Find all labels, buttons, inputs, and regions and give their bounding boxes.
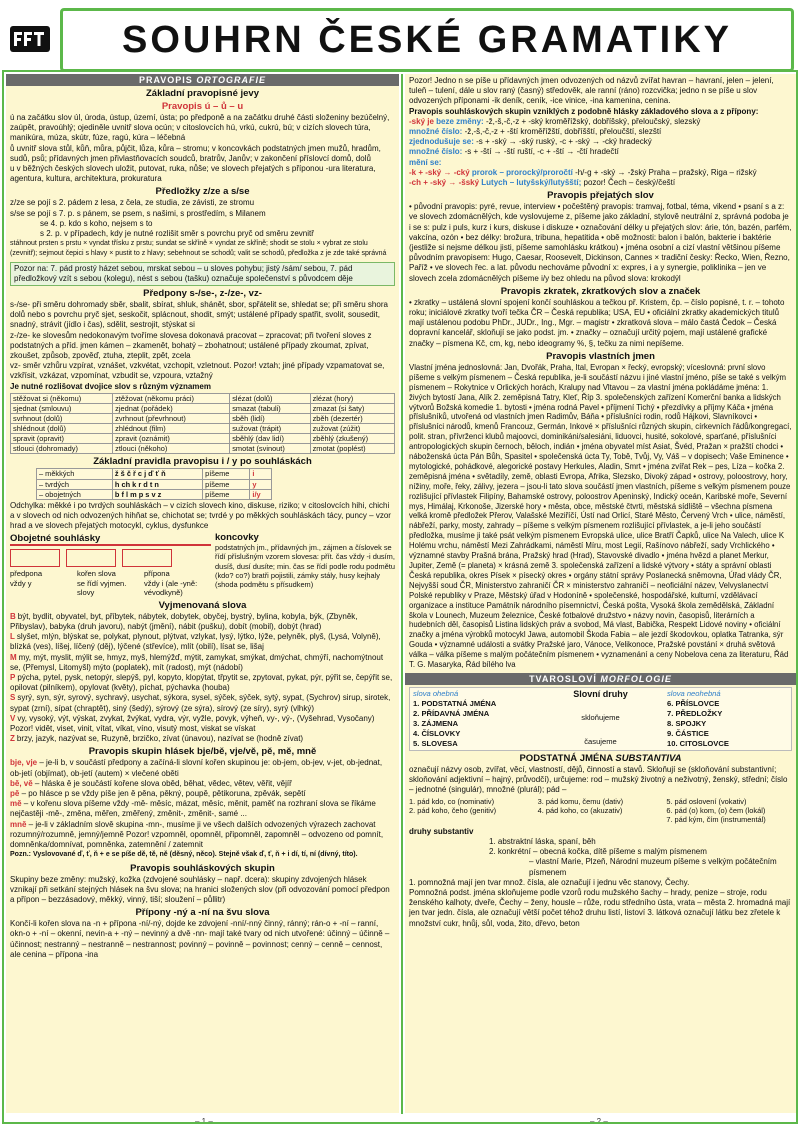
pozor-text: Pozor! Jedno n se píše u přídavných jmen odvozených od názvů zvířat havran – havraní, jelen – jelení, tuleň – tulení, dále u slov raný (časný) středověk, ale ranní (ráno) rozcvička; jedno n se píše u slov odvozených příponami -ik deník, ceník, -ice vinice, -ina kamenina, cenina. — [409, 76, 774, 106]
vyjmenovana-item — [10, 632, 395, 652]
pairs-cell: sběhlý (dav lidí) — [230, 434, 310, 444]
pairs-cell: zpravit (oznámit) — [113, 434, 230, 444]
vyjmenovana-item — [10, 693, 395, 713]
sk-cell: Lutych – lutyšský/lutyšští; — [481, 178, 584, 188]
slovni-druh-item: 1. PODSTATNÁ JMÉNA — [413, 698, 497, 708]
vyjmenovana-title: Vyjmenovaná slova — [158, 599, 247, 611]
pomnozna-text: Pomnožná podst. jména skloňujeme podle vzorů rodu mužského šachy – hrady, penize – stroje, rodu ženského kalhoty, dveře, Čechy – ženy, housle – růže, rodu středního ústa, vrata – města 2. hromadná mají jen tvar jedn. čísla, ale označují větší počet téhož druhu listí, listoví 3. látková označují látku bez zřetele k množství cukr, hnůj, sůl, voda, žito, dřevo, beton — [409, 888, 791, 928]
label-vzdy-i: vždy i (ale -yně: vévodkyně) — [144, 578, 198, 598]
vyjmenovana-words: syrý, syn, sýr, syrový, sychravý, usychat, sýkora, sysel, sýček, sýček, sytý, sypat, (Sychrov) sirup, sirotek, sypat (zrní), sípat (chraptět), siný (šedý), sýrový (ze sýra), sírový (ze síry), syrý (vlhký) — [10, 693, 391, 713]
iy-cell: h ch k r d t n — [112, 479, 202, 489]
neohebna-label: slova neohebná — [667, 688, 721, 698]
sk-cell: Praha – pražský, Riga – rižský — [648, 167, 757, 177]
sk-cell: hradečtí — [589, 147, 619, 157]
obojetne-boxes — [10, 549, 211, 567]
predlozky-line-3: se 4. p. kdo s koho, nejsem s to — [40, 218, 153, 228]
prejata-title: Pravopis přejatých slov — [547, 190, 654, 202]
pad-item — [409, 815, 535, 824]
pairs-cell: sužovat (trápit) — [230, 424, 310, 434]
sk-cell: -ž,-š,-č,-z + -ský — [485, 116, 546, 126]
sk-row — [409, 127, 792, 137]
zkratky-text: • zkratky – ustálená slovní spojení končí souhláskou a tečkou př. Kristem, čp. – číslo popisné, t. r. – tohoto roku; iniciálové zkratky tvoří tečka ČR – Česká republika; USA, EU • oficiální zkratky akademických titulů mají ustálenou podobu PhDr., JUDr., Ing., Mgr. – magistr • zkratková slova – málo častá Čedok – Česká dopravní kancelář, skloňují se jako podst. jm. • značky – označují určitý pojem, mají ustálené grafické značky – písmena Kč, cm, kg, nebo ideogramy %, §, tečku za nimi nepíšeme. — [409, 297, 785, 348]
label-predpona: předpona — [10, 569, 43, 579]
iy-note: Odchylka: měkké i po tvrdých souhláskách – v cizích slovech kino, diskuse, rizikо; v citoslovcích hihi, chichi a v slovech od nich odvozených hihňat se, chichotat se; tvrdé y po měkkých souhláskách tácy, puncy – vzor hrad a ve slovech přejatých motocykl, cyklus, dysfunkce — [10, 500, 391, 531]
obojetne-block — [10, 533, 395, 598]
title-box — [60, 8, 794, 72]
sk-cell: -s + -ští → -ští — [464, 147, 518, 157]
pairs-row — [11, 434, 395, 444]
band-label: PRAVOPIS — [138, 75, 193, 85]
slovni-druh-item: 4. ČÍSLOVKY — [413, 728, 461, 738]
band2-label: TVAROSLOVÍ — [529, 673, 597, 684]
sk-cell: -s + -ský → -ský — [476, 137, 536, 147]
pairs-cell: smotat (svinout) — [230, 444, 310, 454]
sk-cell: beze změny: — [436, 116, 486, 126]
slovni-druhy-title: Slovní druhy — [573, 688, 628, 699]
iy-cell: – měkkých — [37, 469, 113, 479]
iy-cell: y — [250, 479, 271, 489]
vyjmenovana-letter: V — [10, 713, 16, 723]
koncovky-text: podstatných jm., přídavných jm., zájmen a číslovek se řídí příslušným vzorem slovesa: přít. čas vždy -i dusím, dusíš, dusí dusíte; min. čas se řídí podle rodu podmětu (kdo? co?) bratři pojistili, zámky stály, husy kejhaly (shoda podmětu s přísudkem) — [215, 542, 395, 590]
pj-title-text: PODSTATNÁ JMÉNA — [519, 752, 613, 764]
pairs-cell: ztlouci (někoho) — [113, 444, 230, 454]
slovni-druhy-box — [409, 687, 792, 751]
vyjmenovana-words: vy, vysoký, výt, výskat, zvykat, žvýkat, vydra, výr, vyžle, povyk, výheň, vy-, vý-, (Vyšehrad, Vysočany) Pozor! vidět, viset, vinit, vítat, víkat, víno, visutý most, viskat se vískat — [10, 713, 375, 734]
skupiny-title: Pravopis skupin hlásek bje/bě, vje/vě, pě, mě, mně — [88, 746, 317, 758]
sk-rows — [405, 117, 796, 188]
sk-cell: hradecký — [619, 137, 652, 147]
sklonujeme-label: skloňujeme — [581, 712, 620, 722]
druhy-subst-block — [409, 827, 792, 929]
pairs-row — [11, 414, 395, 424]
box-koren — [66, 549, 116, 567]
skupina-key: bje, vje — [10, 758, 40, 768]
box-pripona — [122, 549, 172, 567]
vyjmenovana-letter: B — [10, 611, 16, 621]
druhy-right — [664, 688, 791, 750]
slovni-druh-item: 2. PŘÍDAVNÁ JMÉNA — [413, 708, 490, 718]
band-pravopis — [6, 74, 399, 86]
vyjmenovana-words: pýcha, pytel, pysk, netopýr, slepýš, pyl, kopyto, klopýtat, třpytit se, zpytovat, pykat, pýr, pýřit se, čepýřit se, opilovat (pilníkem), opylovat (květy), píchat, pýchavka (houba) — [10, 673, 393, 693]
zdvojene-title: Pravopis souhláskových skupin — [130, 862, 275, 874]
pairs-row — [11, 393, 395, 403]
label-koren: kořen slova — [77, 569, 116, 579]
page-number-left: – 1 – — [195, 1117, 213, 1126]
u-title: Pravopis ú – ů – u — [161, 101, 244, 112]
obojetne-left — [10, 533, 211, 598]
sk-cell: prorok – prorocký/proročtí — [471, 167, 576, 177]
pomnozna: 1. pomnožná mají jen tvar množ. čísla, ale označují i jednu věc stanovy, Čechy. — [409, 877, 690, 887]
skupina-item — [10, 789, 395, 799]
pad-item — [538, 815, 664, 824]
obojetne-title: Obojetné souhlásky — [10, 533, 211, 546]
skupina-item — [10, 758, 395, 778]
u-line-3: u v běžných českých slovech uložit, putovat, ruka, nůše; ve slovech přejatých s příponou -ura literatura, agentura, kultura, architektura, prokuratura — [10, 164, 376, 184]
header — [0, 0, 800, 70]
label-ridi: se řídí vyjmen. slovy — [77, 578, 127, 598]
pairs-row — [11, 424, 395, 434]
slovni-druh-item: 5. SLOVESA — [413, 738, 458, 748]
pad-item: 4. pád koho, co (akuzativ) — [537, 805, 623, 815]
vyjmenovana-letter: M — [10, 652, 17, 662]
sk-cell: mění se: — [409, 157, 442, 167]
skupina-key: mě — [10, 799, 24, 809]
pairs-cell: zvrhnout (převrhnout) — [113, 414, 230, 424]
skupina-item — [10, 820, 395, 851]
pairs-cell: svrhnout (dolů) — [11, 414, 113, 424]
sk-cell: ruský, — [535, 137, 560, 147]
druhy-center — [537, 688, 664, 750]
pad-item: 7. pád kým, čím (instrumentál) — [666, 815, 766, 825]
sk-row — [409, 147, 792, 157]
predlozky-line-5: stáhnout prsten s prstu × vyndat třísku z prstu; sundat se skříně × vyndat ze skříně; shodit se stolu × vybrat ze stolu (zevnitř); sejmout čepici s hlavy × pustit to z hlavy; sebehnout se schodů; valit se schodů, předložka z je zde také správná — [10, 240, 387, 258]
vyjmenovana-item — [10, 714, 395, 734]
zkratky-title: Pravopis zkratek, zkratkových slov a značek — [500, 285, 701, 297]
pripony-title: Přípony -ný a -ní na švu slova — [135, 907, 270, 919]
section-title: Základní pravopisné jevy — [146, 88, 259, 99]
sk-row — [409, 178, 792, 188]
skupina-key: pě — [10, 789, 22, 799]
vlastni-title: Pravopis vlastních jmen — [546, 350, 655, 362]
page-title: SOUHRN ČESKÉ GRAMATIKY — [122, 18, 732, 61]
pad-item: 3. pád komu, čemu (dativ) — [537, 796, 624, 806]
pairs-cell: stěžovat si (někomu) — [11, 393, 113, 403]
iy-cell: b f l m p s v z — [112, 489, 202, 499]
sk-cell: -c + -ský → -cký — [559, 137, 620, 147]
skupina-key: bě, vě — [10, 778, 35, 788]
pozn: Pozn.: Vyslovované ď, ť, ň + e se píše dě, tě, ně (děsný, něco). Stejně však ď, ť, ň + i dí, tí, ní (dívný, títo). — [10, 851, 358, 859]
pj-title — [405, 753, 796, 764]
left-column — [6, 74, 399, 1113]
sk-cell: -ch + -ský → -šský — [409, 178, 482, 188]
pozor-box: Pozor na: 7. pád prostý házet sebou, mrskat sebou – u sloves pohybu; jistý /sám/ sebou, 7. pád předložkový vzít s sebou (kolegu), nést s sebou (tašku) označuje společenství s původcem děje — [10, 262, 395, 286]
label-pripona: přípona — [144, 569, 170, 579]
pairs-cell: zjednat (pořádek) — [113, 403, 230, 413]
band2-label-italic: MORFOLOGIE — [600, 673, 672, 684]
vlastni-text: Vlastní jména jednoslovná: Jan, Dvořák, Praha, Ital, Evropan × řecký, evropský; víceslovná: první slovo píšeme s velkým písmenem – Česká republika, je-li součástí názvu i jiné vlastní jméno, píše se také s velkým písmenem – Rokytnice v Orlických horách, Kralupy nad Vltavou – za vlastní jména pokládáme jména: 1. živých bytostí Jana, Alík 2. zeměpisná Tatry, Kleť, Říp 3. společenských zařízení Komerční banka a lidských výtvorů Božská komedie 1. bytosti • jména rodná Pavel • příjmení Tichý • přezdívky a příjmy Káča • jména příslušníků, utvořená od vlastních jmen Radimův, Báňa • příslušníci rodin, rodů Hájkovi, Slavníkovci • příslušníci národů, kmenů Francouz, Germán, Inkové × příslušníci různých skupin, církevních řádů/kongregací, polit. stran, přívrženci klubů majoovci, dominikáni/salesiáni, liduovci, husité, sokolové, sparťané, příslušníci antropologických skupin černoch, běloch, indián • jména obyvatel míst Asiat, Švéd, Pražan × pražští chodci • náboženská úcta Pán Bůh, Spasitel • společenská úcta Ty, Tobě, Tvůj, Vy, Váš – v dopisech; Vaše Eminence • mytologické, pohádkové, alegorické postavy Herkules, Aladin, Smrt • jména zvířat Rek – pes, Líza – kočka 2. zeměpisná jména • světadíly, země, oblasti Evropa, Afrika, Slezsko, Divoký západ • ostrovy, poloostrovy, hory, nížiny, moře, řeky, zálivy, jezera – jsou-li tato slova součástí jmen vlastních, píšeme s velkým písmenem pouze rozlišující přívlastek Filipíny, Bahamské ostrovy, poloostrov Apeninský, Indický oceán, Karibské moře, Severní mys, Himálaj, Krkonoše, Jizerské hory • města, obce, městské čtvrti, městská sídliště – všechna písmena velká kromě předložek Přerov, Valašské Meziříčí, Ústí nad Orlicí, Staré Město, Červený Vrch • ulice, náměstí, nábřeží, parky, mosty, zahrady – píšeme s velkým písmenem rozlišující přívlastek, a je-li jeho součástí předložka, musíme ji také psát velkým písmenem Evropská ulice, ulice Bratří Čapků, ulice Na Valech, ulice K Holému vrchu, náměstí Mezi Zahrádkami, náměstí Míru, most Legií, Rašínovo nábřeží, sady Vrchlického • významné stavby Prašná brána, Pražský hrad (Hrad), Stavovské divadlo • jména hvězd a planet Merkur, Jupiter, Země (= planeta) × krásná země 3. společenská zařízení a lidské výtvory • státy a správní oblasti Česká republika, okres Písek × písecký okres • orgány státní správy Poslanecká sněmovna, Úřad vlády ČR, Nejvyšší soud ČR, Ministerstvo zahraničí ČR × ministerstvo zahraničí – neoficiální název, Velvyslanectví Polské republiky v Praze, Městský úřad v Hodoníně • společenské, hospodářské, kulturní, vzdělávací organizace a instituce Památník národního písemnictví, Česká pošta, Vysoká škola zemědělská, Základní škola v Lounech, Muzeum železnice, České fotbalové družstvo • názvy novin, časopisů, literárních a hudebních děl, časopisů Listina lidských práv a svobod, Má vlast, Babička, Respekt Lidové noviny • oficiální značky a jména výrobků motocykl Jawa, automobil Škoda Fabia – ale jezdí škodovkou, oplatka Tatranka, sýr Gouda • významné události a svátky Pražské jaro, Vánoce, Velikonoce, Pražské povstání × druhá světová válka – válka píšeme s malým počátečním písmenem • vyznamenání a ceny Nobelova cena za literaturu, Řád T. G. Masaryka, Řád bílého lva — [409, 362, 792, 670]
pad-item: 1. pád kdo, co (nominativ) — [409, 796, 495, 806]
u-line-1: ú na začátku slov úl, úroda, ústup, území, ústa; po předponě a na začátku druhé části složeniny bezúčelný, zaúpět, pravoúhlý; ojediněle uvnitř slova ocún; v citoslovcích hú, vrkú, cukrú, bú; v cizích slovech túra, manikúra, múza, skútr, fúze, ragú, kúra – léčebná — [10, 113, 390, 143]
slovni-druh-item: 7. PŘEDLOŽKY — [667, 708, 723, 718]
iy-cell: – tvrdých — [37, 479, 113, 489]
pairs-cell: slézat (dolů) — [230, 393, 310, 403]
iy-cell: ž š č ř c j ď ť ň — [112, 469, 202, 479]
pairs-cell: spravit (opravit) — [11, 434, 113, 444]
iy-row — [37, 469, 272, 479]
slovni-druh-item: 3. ZÁJMENA — [413, 718, 459, 728]
pad-item: 6. pád (o) kom, (o) čem (lokál) — [666, 805, 766, 815]
pairs-cell: zběh (dezertér) — [310, 414, 394, 424]
pairs-row — [11, 444, 395, 454]
pairs-row — [11, 403, 395, 413]
vyjmenovana-letter: S — [10, 693, 16, 703]
iy-title: Základní pravidla pravopisu i / y po souhláskách — [93, 456, 312, 468]
druhy-right-list — [667, 699, 788, 749]
predlozky-line-4: s 2. p. v případech, kdy je nutné rozlišit směr s povrchu pryč od směru zevnitř — [40, 229, 314, 239]
vyjmenovana-letter: Z — [10, 734, 15, 744]
sk-cell: množné číslo: — [409, 147, 465, 157]
pairs-cell: zužovat (zúžit) — [310, 424, 394, 434]
konkretni: 2. konkrétní – obecná kočka, dítě píšeme s malým písmenem — [489, 847, 707, 857]
predlozky-line-1: z/ze se pojí s 2. pádem z lesa, z čela, ze studia, ze závisti, ze stromu — [10, 198, 255, 208]
label-vzdy-y: vždy y — [10, 578, 32, 588]
vyjmenovana-item — [10, 673, 395, 693]
pj-text: označují názvy osob, zvířat, věcí, vlastností, dějů, činností a stavů. Skloňují se (skloňování substantivní; skloňování adjektivní – hajný, průvodčí), určujeme: rod – mužský životný a neživotný, ženský, střední; číslo – jednotné (singulár), množné (plurál); pád – — [409, 764, 788, 795]
sk-cell: -h/-g + -ský → -žský — [575, 167, 649, 177]
pairs-cell: smazat (tabuli) — [230, 403, 310, 413]
vyjmenovana-item — [10, 653, 395, 673]
druhy-left-list — [413, 699, 534, 749]
sk-cell: -k + -ský → -cký — [409, 167, 472, 177]
predpony-line-4: Je nutné rozlišovat dvojice slov s různým významem — [10, 381, 211, 391]
page-number-right: – 2 – — [590, 1117, 608, 1126]
iy-cell: píšeme — [203, 479, 250, 489]
pairs-cell: stlouci (dohromady) — [11, 444, 113, 454]
pairs-cell: ztěžovat (někomu práci) — [113, 393, 230, 403]
sk-row — [409, 137, 792, 147]
band-tvaroslovi — [405, 673, 796, 685]
sk-cell: množné číslo: — [409, 127, 465, 137]
vyjmenovana-words: brzy, jazyk, nazývat se, Ruzyně, brzičko, zívat (únavou), nazívat se (hodně zívat) — [16, 734, 304, 744]
box-predpona — [10, 549, 60, 567]
skupina-text: – po hlásce p se vždy píše jen ě pěna, pěkný, poupě, pětikoruna, zpěvák, sepětí — [21, 789, 306, 799]
vyjmenovana-item — [10, 734, 395, 744]
sk-cell: -ský je — [409, 116, 437, 126]
koncovky-block — [215, 533, 395, 598]
pairs-cell: sjednat (smlouvu) — [11, 403, 113, 413]
pj-title-italic: SUBSTANTIVA — [615, 752, 682, 764]
skupina-text: – hláska ě je součástí kořene slova oběd, běhat, vědec, větev, věřit, vějíř — [34, 778, 292, 788]
obojetne-labels — [10, 569, 211, 598]
pad-item: 5. pád oslovení (vokativ) — [666, 796, 747, 806]
pripony-text: Končí-li kořen slova na -n + přípona -ní/-ný, dojde ke zdvojení -nní/-nný činný, ránný; rán-o + -ní – ranní, okn-o + -ní – okenní, nevin-a + -ný – nevinný a dvě -nn- mají také tvary od nich utvořené: účinný – účinně – účinnost; nestranný – nestranně – nestrannost; povinný – povinně – povinnost; cenný – cenně – cennost, ale cenina – přípona -ina — [10, 919, 390, 959]
sk-title: Pravopis souhláskových skupin vzniklých z podobně hlásky základového slova a z přípony: — [409, 106, 759, 116]
pairs-cell: zběhlý (zkušený) — [310, 434, 394, 444]
right-column — [405, 74, 796, 1113]
predlozky-title: Předložky z/ze a s/se — [155, 186, 250, 198]
skupina-text: – v kořenu slova píšeme vždy -mě- měsíc, mázat, měsíc, měnit, paměť na rozhraní slova se říkáme nejčastěji -mě-, změna, měřen, změřený, změnit-, změnit-, samé ... — [10, 799, 376, 819]
slovni-druh-item: 8. SPOJKY — [667, 718, 707, 728]
skupina-text: – je-li b, v součástí předpony a začíná-li slovní kořen skupinou je: ob-jem, ob-jev, v-jet, ob-jednat, ob-jetí (objímat), ob-jetí (autem) × vlečené oběti — [10, 758, 383, 778]
iy-row — [37, 479, 272, 489]
vyjmenovana-list — [6, 612, 399, 745]
band-label-italic: ORTOGRAFIE — [196, 75, 267, 85]
sk-row — [409, 168, 792, 178]
druhy-subst-label: druhy substantiv — [409, 826, 474, 836]
predpony-line-1: s-/se- při směru dohromady sběr, sbalit, sbírat, shluk, shánět, sbor, spřátelit se, shledat se; při směru shora dolů nebo s povrchu pryč sjet, seskočit, splácnout, shodit, smýt; ustálené případy spatřit, svolit, sousedit, snadný, strávit (jídlo i čas), sdělit, sestrojit, stýskat si — [10, 300, 388, 330]
casujeme-label: časujeme — [584, 736, 617, 746]
pairs-cell: shlédnout (dolů) — [11, 424, 113, 434]
vlastni-jm: – vlastní Marie, Plzeň, Národní muzeum píšeme s velkým počátečním písmenem — [529, 857, 777, 877]
iy-cell: píšeme — [203, 489, 250, 499]
vyjmenovana-item — [10, 612, 395, 632]
pairs-cell: sběh (lidí) — [230, 414, 310, 424]
iy-cell: i — [250, 469, 271, 479]
predpony-line-3: vz- směr vzhůru vzpírat, vznášet, vzkvétat, vzchopit, vzletnout. Pozor! vztah; jiné případy vzpamatovat se, vzkřísit, vzkázat, vzpomínat, vzbudit se, vzpoura, vztažný — [10, 361, 385, 381]
skupiny-list — [6, 758, 399, 850]
skupina-key: mně — [10, 819, 29, 829]
druhy-left — [410, 688, 537, 750]
pairs-cell: zmotat (poplést) — [310, 444, 394, 454]
iy-cell: píšeme — [203, 469, 250, 479]
slovni-druh-item: 6. PŘÍSLOVCE — [667, 698, 720, 708]
pairs-table — [10, 393, 395, 455]
ohebna-label: slova ohebná — [413, 688, 459, 698]
slovni-druh-item: 10. CITOSLOVCE — [667, 738, 729, 748]
skupina-item — [10, 779, 395, 789]
skupina-item — [10, 799, 395, 819]
skupina-text: – je-li v základním slově skupina -mn-, musíme ji ve všech dalších odvozených výrazech zachovat rozumný/rozumně, jemný/jemně Pozor! vzpomněl, opomněl, připomněl, zapomněl – odvozeno od pomnít, domněnka/domnívat, pomněnka, zatemnění / zatemnit — [10, 819, 384, 850]
sk-cell: -ž,-š,-č,-z + -ští — [464, 127, 521, 137]
vyjmenovana-letter: P — [10, 673, 16, 683]
iy-cell: i/y — [250, 489, 271, 499]
vyjmenovana-words: být, bydlit, obyvatel, byt, příbytek, nábytek, dobytek, obyčej, bystrý, bylina, kobyla, býk, (Zbyněk, Přibyslav), babyka (druh javoru), nabýt (jmění), nábit (pušku), dobít (mobil), dobýt (hrad) — [10, 611, 358, 632]
prejata-text: • původní pravopis: pyré, revue, interview • počeštěný pravopis: tramvaj, fotbal, téma, vikend • psaní s a z: ve slovech zdomácnělých, kde vyslovujeme z, píšeme jako základní, stylově neutrální z, správná podoba je i se s: pulz i puls, kurz i kurs, diskuse i diskuze • označování délky u přejatých slov: árie, tón, bazén, parfém, vakcína, ozón • bez délky: brožura, tribuna, hepatitida • obě možnosti: balon i balón, bakterie i baktérie (jestliže si nejsme délkou jisti, píšeme samohlásku krátkou) • jména osobní a cizí vlastní většinou píšeme původním pravopisem: Hugo, Caesar, Roosevelt, Dickinson, Cannes × tradiční česky: Řecko, Wien, Řezno, Paříž • ve slovech řec. a lat. původu nechováme původní x: expres, i a y synergie, poliklinika – jen ve slovech zcela zdomácnělých píšeme i/y bez ohledu na původ slova: krokodýl — [409, 202, 792, 283]
sk-row — [409, 117, 792, 127]
koncovky-title: koncovky — [215, 532, 259, 544]
vyjmenovana-words: slyšet, mlýn, blýskat se, polykat, plynout, plýtvat, vzlykat, lysý, lýtko, lýže, pelyněk, plyš, (Lysá, Volyně), blízká (ves), líšej, líčený (děj), lýčené (střevíce), mlít (obilí), lísat se, lišaj — [10, 632, 381, 652]
zdvojene-text: Skupiny beze změny: mužský, kožka (zdvojené souhlásky – např. dcera): skupiny zdvojených hlásek vznikají při setkání stejných hlásek na švu slova; na hranici složených slov (při odvozování pomocí předpon a přípon – bezzásadový, měkký, vinný, tiší; sloužení – půllitr) — [10, 874, 390, 904]
vyjmenovana-words: my, mýt, myslit, mýlit se, hmyz, myš, hlemýžď, mýtit, zamykat, smýkat, dmýchat, chmýří, nachomýtnout se, (Přemysl, Litomyšl) mýto (poplatek), mít (radost), mýt (nádobí) — [10, 652, 384, 672]
pady-grid — [409, 797, 792, 825]
sk-cell: pozor! Čech – český/čeští — [583, 178, 676, 188]
abstraktni: 1. abstraktní láska, spaní, běh — [489, 837, 596, 846]
iy-row — [37, 489, 272, 499]
predpony-title: Předpony s-/se-, z-/ze-, vz- — [143, 288, 262, 300]
slovni-druh-item: 9. ČÁSTICE — [667, 728, 709, 738]
pairs-cell: zmazat (si šaty) — [310, 403, 394, 413]
sk-row — [409, 158, 792, 168]
sk-cell: kroměřížský, dobříšský, přeloučský, slezský — [545, 116, 701, 126]
predlozky-line-2: s/se se pojí s 7. p. s pánem, se psem, s našimi, s prostředím, s Milanem — [10, 208, 266, 218]
sk-cell: -c + -ští → -čtí — [537, 147, 590, 157]
predpony-line-2: z-/ze- ke slovesům nedokonavým tvoříme slovesa dokonavá pracovat – zpracovat; při tvoření sloves z podstatných a příd. jmen kámen – zkamenět, bohatý – zbohatnout; ustálené případy zkoumat, zpívat, zkoušet, způsob, zpověď, ztuha, zteplit, zpět, zcela — [10, 330, 372, 361]
sk-cell: ruští, — [517, 147, 538, 157]
pairs-cell: zhlédnout (film) — [113, 424, 230, 434]
sk-cell: kroměřížští, dobříšští, přeloučští, slezští — [520, 127, 662, 137]
sk-cell: zjednodušuje se: — [409, 137, 477, 147]
vyjmenovana-letter: L — [10, 632, 15, 642]
iy-table — [36, 468, 272, 499]
column-divider — [401, 74, 403, 1114]
pairs-cell: zlézat (hory) — [310, 393, 394, 403]
u-line-2: ů uvnitř slova stůl, kůň, můra, půjčit, lůza, kůra – stromu; v koncovkách podstatných jmen mužů, hradům, sudů, psů; přídavných jmen přivlastňovacích soudců, bratrův, Janův; v zakončení příslovcí domů, dolů — [10, 143, 381, 163]
iy-cell: – obojetných — [37, 489, 113, 499]
efekt-logo — [8, 22, 52, 56]
pad-item: 2. pád koho, čeho (genitiv) — [409, 805, 497, 815]
